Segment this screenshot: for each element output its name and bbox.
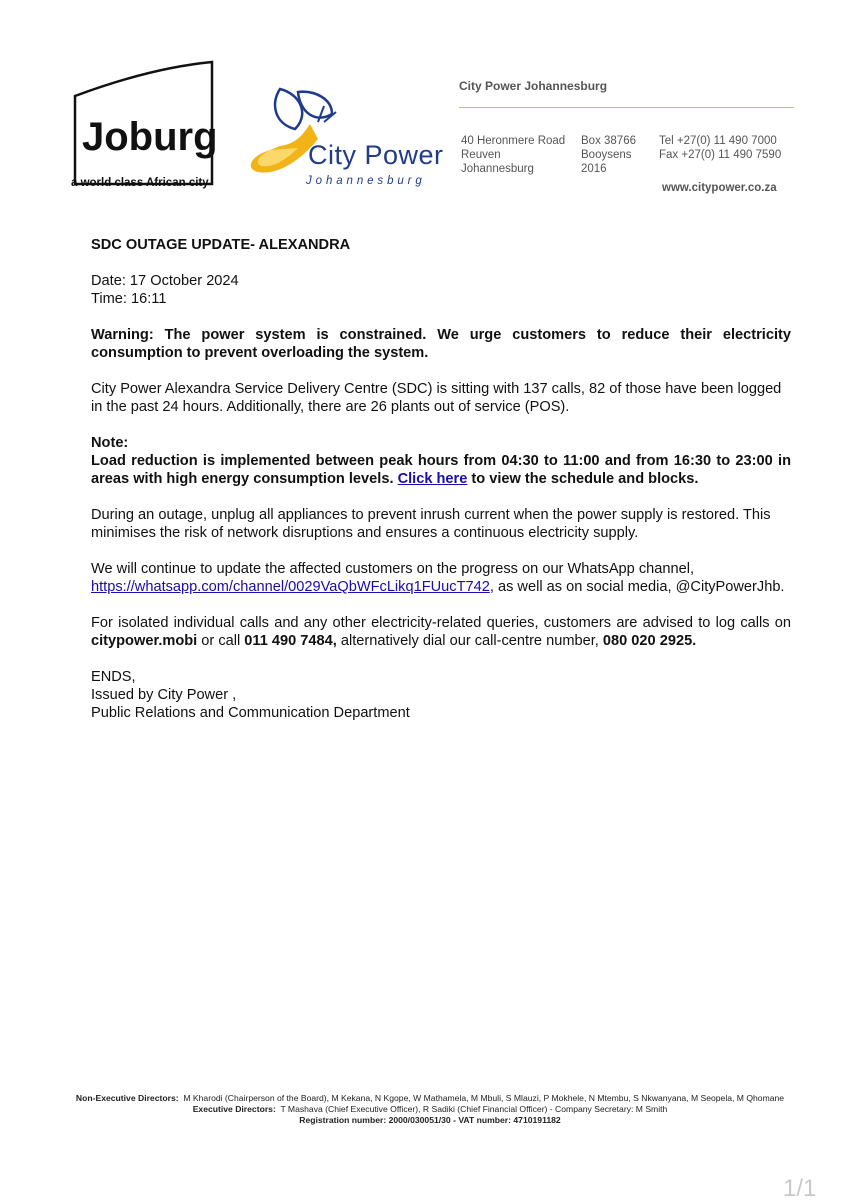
update-text: We will continue to update the affected customers on the progress on our WhatsApp channel, xyxy=(91,561,695,577)
nonexec-names: M Kharodi (Chairperson of the Board), M Kekana, N Kgope, W Mathamela, M Mbuli, S Mlauzi, P Mokhele, N Mtembu, S Nkwanyana, M Seopela, M Qhomane xyxy=(183,1093,785,1103)
issued-by-line: Issued by City Power , xyxy=(91,687,237,703)
update-paragraph xyxy=(91,560,791,596)
box-line: 2016 xyxy=(581,163,607,175)
whatsapp-channel-link[interactable]: https://whatsapp.com/channel/0029VaQbWFcLikq1FUucT742 xyxy=(91,579,490,595)
queries-phone: 011 490 7484, xyxy=(244,633,337,649)
header-postal-address xyxy=(581,134,636,176)
page-indicator: 1/1 xyxy=(783,1175,817,1202)
queries-website: citypower.mobi xyxy=(91,633,198,649)
joburg-tagline: a world class African city xyxy=(71,177,209,189)
header-divider xyxy=(459,107,794,108)
footer-directors xyxy=(60,1093,800,1126)
box-line: Box 38766 xyxy=(581,135,636,147)
joburg-logo-text: Joburg xyxy=(82,115,218,159)
department-line: Public Relations and Communication Department xyxy=(91,705,410,721)
header-street-address xyxy=(461,134,565,176)
registration-text: Registration number: 2000/030051/30 - VAT number: 4710191182 xyxy=(299,1115,561,1125)
warning-paragraph: Warning: The power system is constrained. We urge customers to reduce their electricity consumption to prevent overloading the system. xyxy=(91,327,791,361)
citypower-logo-subtext: Johannesburg xyxy=(306,175,426,187)
exec-names: T Mashava (Chief Executive Officer), R Sadiki (Chief Financial Officer) - Company Secretary: M Smith xyxy=(280,1104,668,1114)
statement-title: SDC OUTAGE UPDATE- ALEXANDRA xyxy=(91,237,351,253)
statement-body xyxy=(91,236,791,722)
footer-exec xyxy=(60,1104,800,1115)
note-text: Load reduction is implemented between peak hours from 04:30 to 11:00 and from 16:30 to 23:00 in areas with high energy consumption levels. xyxy=(91,453,791,487)
queries-paragraph xyxy=(91,614,791,650)
schedule-link[interactable]: Click here xyxy=(397,471,468,487)
header-website: www.citypower.co.za xyxy=(662,182,777,194)
citypower-logo-text: City Power xyxy=(308,140,444,170)
address-line: Reuven xyxy=(461,149,501,161)
queries-text: or call xyxy=(201,633,241,649)
nonexec-label: Non-Executive Directors: xyxy=(75,1093,179,1103)
address-line: 40 Heronmere Road xyxy=(461,135,566,147)
joburg-logo xyxy=(60,58,220,193)
note-heading: Note: xyxy=(91,435,129,451)
footer-nonexec xyxy=(60,1093,800,1104)
box-line: Booysens xyxy=(581,149,632,161)
note-paragraph xyxy=(91,452,791,488)
address-line: Johannesburg xyxy=(461,163,534,175)
queries-text: For isolated individual calls and any other electricity-related queries, customers are advised to log calls on xyxy=(91,615,791,631)
statement-date: Date: 17 October 2024 xyxy=(91,273,239,289)
tel-line: Tel +27(0) 11 490 7000 xyxy=(659,135,777,147)
exec-label: Executive Directors: xyxy=(192,1104,276,1114)
footer-registration xyxy=(60,1115,800,1126)
header-company-name: City Power Johannesburg xyxy=(459,79,608,93)
fax-line: Fax +27(0) 11 490 7590 xyxy=(659,149,782,161)
queries-text: alternatively dial our call-centre number, xyxy=(340,633,599,649)
call-centre-number: 080 020 2925. xyxy=(602,633,697,649)
status-paragraph: City Power Alexandra Service Delivery Centre (SDC) is sitting with 137 calls, 82 of those have been logged in the past 24 hours. Additionally, there are 26 plants out of service (POS). xyxy=(91,381,782,415)
header-contact-numbers xyxy=(659,134,781,162)
statement-time: Time: 16:11 xyxy=(91,291,167,307)
update-text-end: , as well as on social media, @CityPowerJhb. xyxy=(489,579,785,595)
note-text-end: to view the schedule and blocks. xyxy=(471,471,699,487)
outage-advice-paragraph: During an outage, unplug all appliances to prevent inrush current when the power supply is restored. This minimises the risk of network disruptions and ensures a continuous electricity supply. xyxy=(91,507,771,541)
ends-line: ENDS, xyxy=(91,669,136,685)
